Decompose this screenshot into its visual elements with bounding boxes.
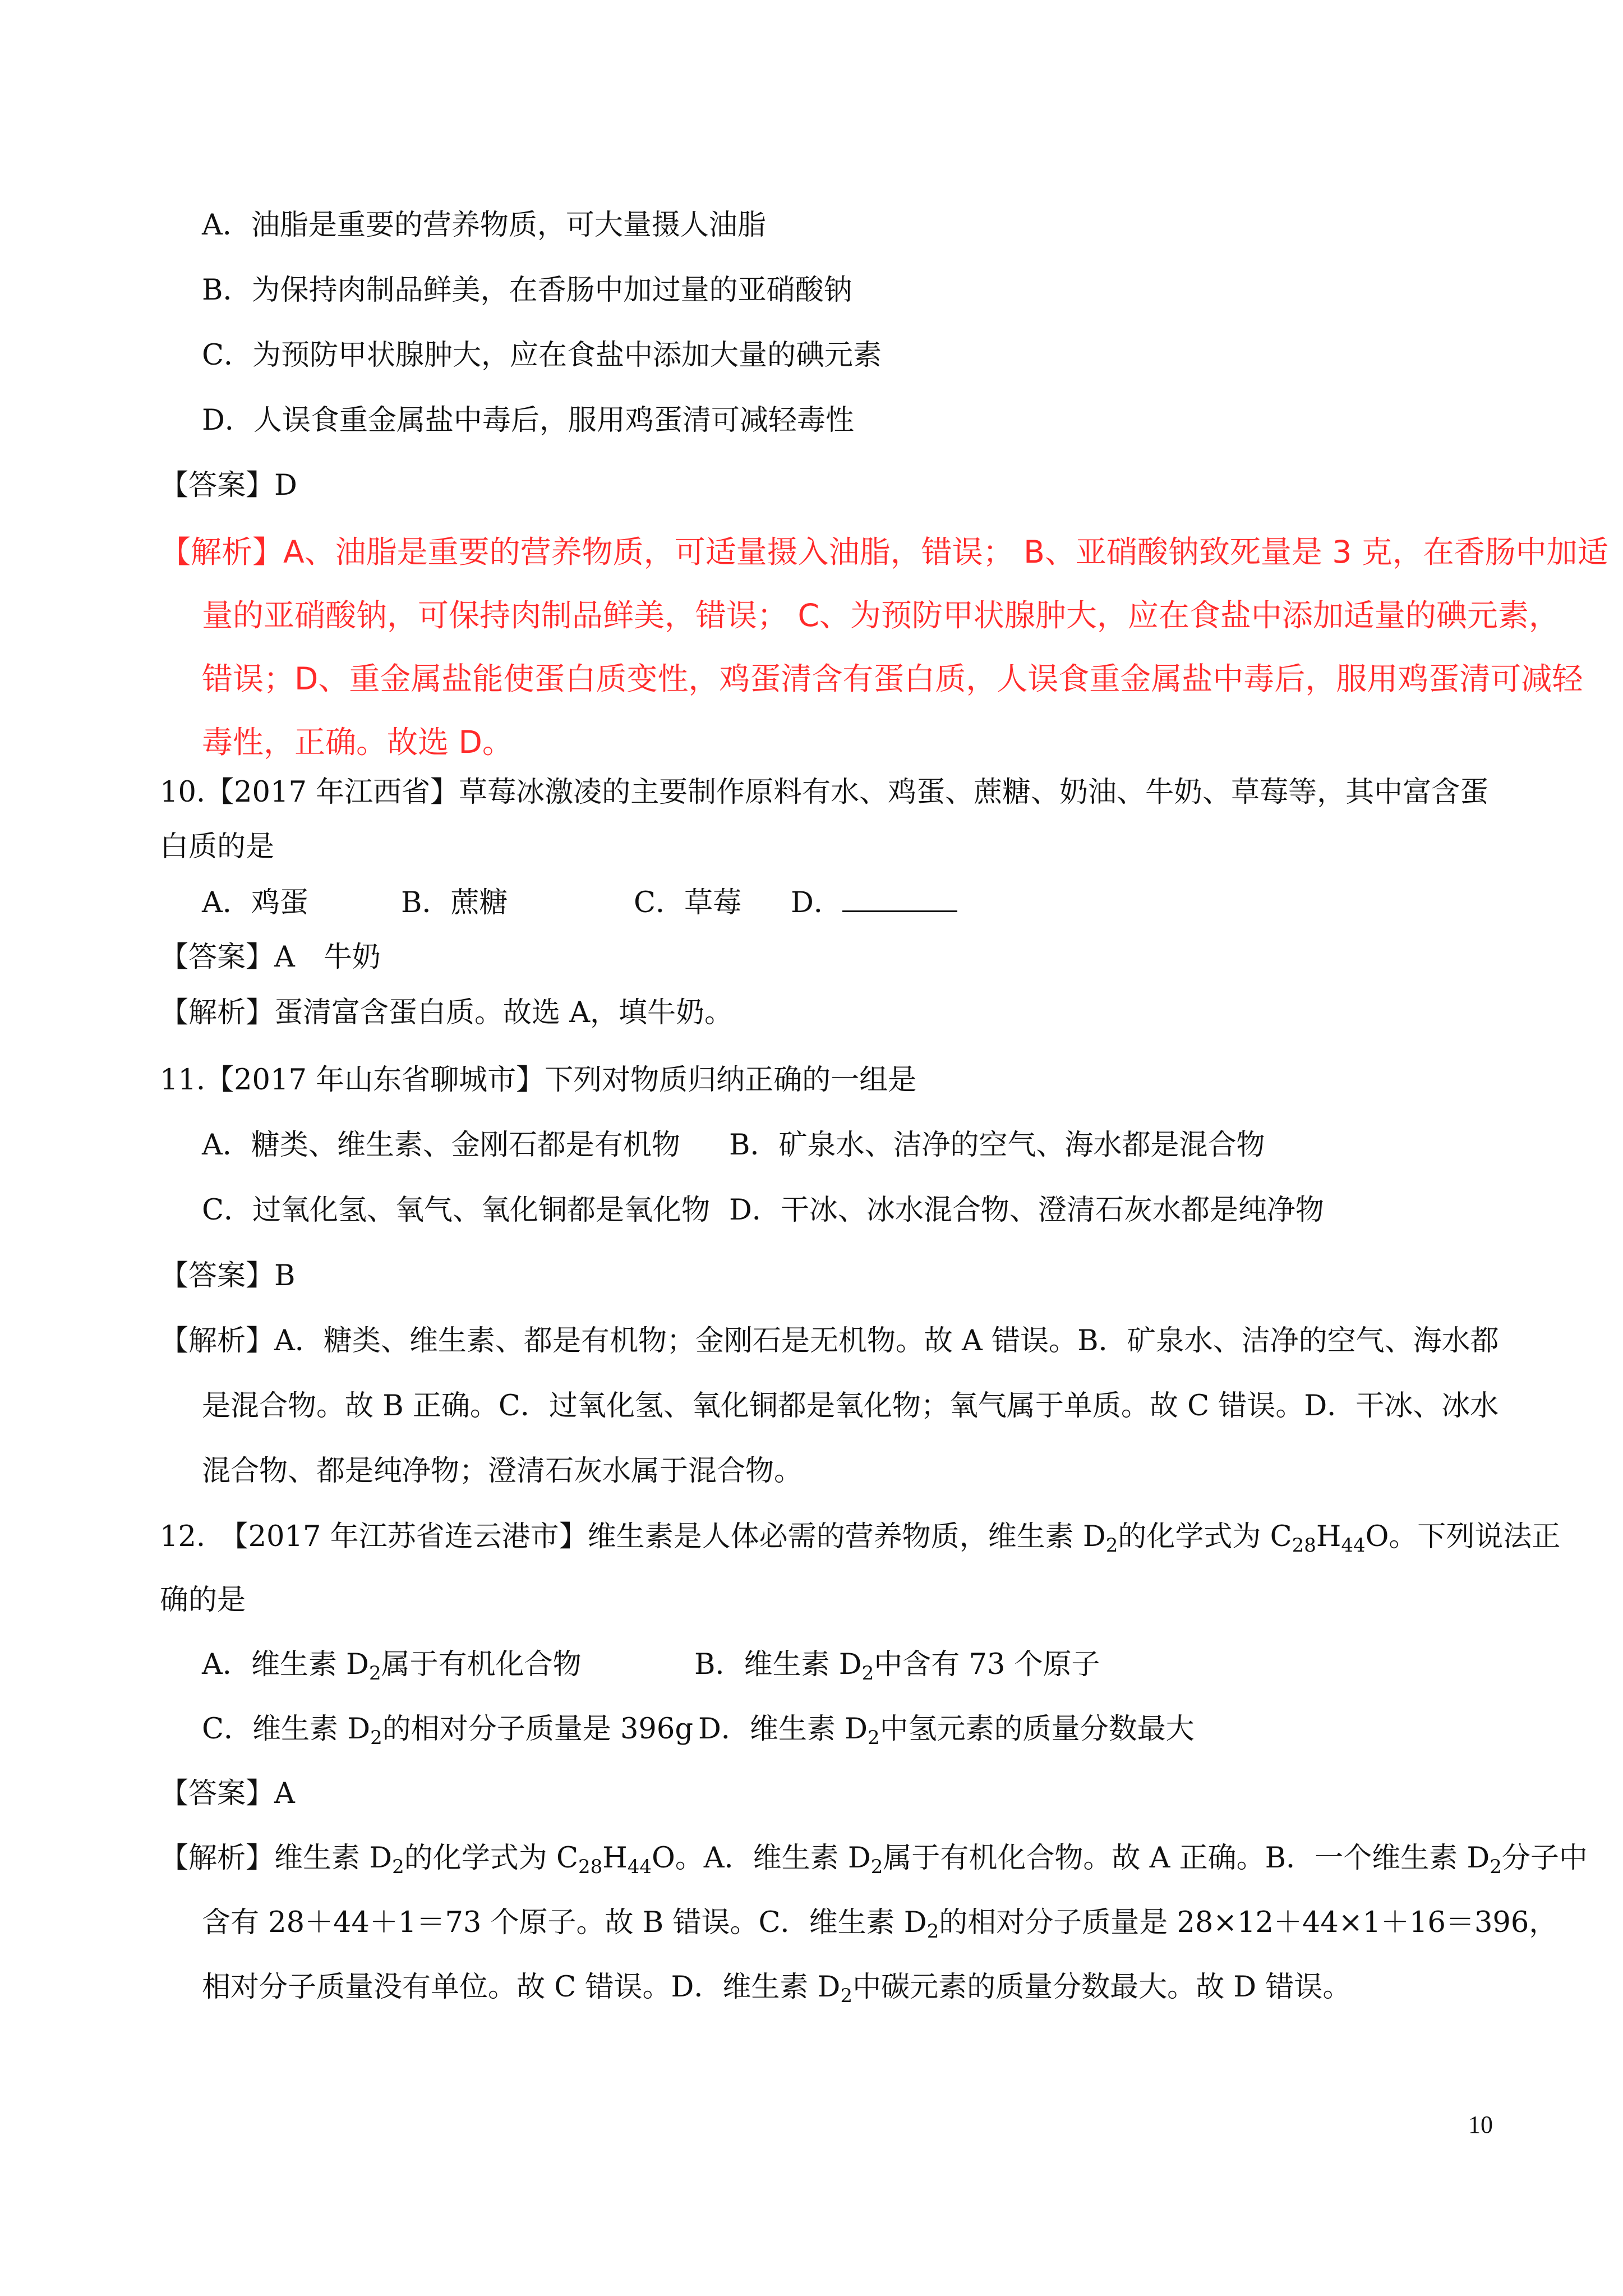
q12-option-c	[202, 1713, 693, 1749]
q9-analysis-line-1: 【解析】A、油脂是重要的营养物质，可适量摄入油脂，错误； B、亚硝酸钠致死量是 3 克，在香肠中加适	[160, 534, 1608, 570]
q9-option-b: B．为保持肉制品鲜美，在香肠中加过量的亚硝酸钠	[202, 274, 852, 307]
q12-stem-line-1	[160, 1520, 1561, 1557]
q10-option-c: C．草莓	[634, 886, 742, 919]
q11-option-b: B．矿泉水、洁净的空气、海水都是混合物	[729, 1129, 1265, 1162]
q9-option-d: D．人误食重金属盐中毒后，服用鸡蛋清可减轻毒性	[202, 404, 854, 437]
subscript: 2	[392, 1856, 404, 1878]
q12-stem-text-a: 12. 【2017 年江苏省连云港市】维生素是人体必需的营养物质，维生素 D	[160, 1520, 1106, 1553]
page-number: 10	[1468, 2111, 1493, 2138]
q9-option-c: C．为预防甲状腺肿大，应在食盐中添加大量的碘元素	[202, 339, 882, 372]
q12-option-d-text: D．维生素 D	[698, 1713, 868, 1746]
subscript: 28	[578, 1856, 603, 1878]
q12-analysis-text: 【解析】维生素 D	[160, 1842, 393, 1875]
q10-analysis: 【解析】蛋清富含蛋白质。故选 A，填牛奶。	[160, 996, 734, 1029]
q10-stem-line-2: 白质的是	[160, 830, 275, 863]
q11-stem: 11.【2017 年山东省聊城市】下列对物质归纳正确的一组是	[160, 1064, 917, 1097]
q10-option-a: A．鸡蛋	[202, 886, 308, 919]
q12-option-b	[694, 1648, 1100, 1685]
subscript: 2	[1490, 1856, 1502, 1878]
q12-option-d	[698, 1713, 1195, 1749]
q12-option-c-text-2: 的相对分子质量是 396g	[382, 1713, 693, 1746]
q9-analysis-line-3: 错误；D、重金属盐能使蛋白质变性，鸡蛋清含有蛋白质，人误食重金属盐中毒后，服用鸡蛋清可减轻	[202, 661, 1583, 697]
q12-analysis-line-2	[202, 1906, 1558, 1943]
subscript: 2	[840, 1985, 853, 2007]
q12-analysis-text: H	[602, 1842, 628, 1875]
q12-option-d-text-2: 中氢元素的质量分数最大	[879, 1713, 1195, 1746]
q12-option-c-text: C．维生素 D	[202, 1713, 371, 1746]
q12-analysis-text: 的相对分子质量是 28×12＋44×1＋16＝396，	[939, 1906, 1558, 1939]
q10-stem-line-1: 10.【2017 年江西省】草莓冰激凌的主要制作原料有水、鸡蛋、蔗糖、奶油、牛奶、草莓等，其中富含蛋	[160, 776, 1489, 809]
q12-analysis-text: 分子中	[1501, 1842, 1588, 1875]
q12-stem-line-2: 确的是	[160, 1584, 246, 1617]
subscript: 44	[627, 1856, 652, 1878]
q9-analysis-line-2: 量的亚硝酸钠，可保持肉制品鲜美，错误； C、为预防甲状腺肿大，应在食盐中添加适量的碘元素，	[202, 597, 1560, 633]
q12-analysis-text: 中碳元素的质量分数最大。故 D 错误。	[852, 1971, 1352, 2004]
subscript: 2	[926, 1920, 939, 1943]
q12-analysis-text: 的化学式为 C	[404, 1842, 578, 1875]
q12-analysis-text: O。A．维生素 D	[652, 1842, 871, 1875]
q12-stem-text-d: O。下列说法正	[1365, 1520, 1561, 1553]
q12-stem-text-b: 的化学式为 C	[1118, 1520, 1292, 1553]
q11-analysis-line-2: 是混合物。故 B 正确。C．过氧化氢、氧化铜都是氧化物；氧气属于单质。故 C 错误。D．干冰、冰水	[202, 1389, 1499, 1423]
subscript: 28	[1292, 1534, 1316, 1557]
subscript: 44	[1341, 1534, 1366, 1557]
q11-analysis-line-1: 【解析】A．糖类、维生素、都是有机物；金刚石是无机物。故 A 错误。B．矿泉水、洁净的空气、海水都	[160, 1324, 1499, 1358]
q12-option-a	[202, 1648, 582, 1685]
subscript: 2	[370, 1727, 382, 1749]
q9-answer: 【答案】D	[160, 469, 297, 502]
q12-option-a-text: A．维生素 D	[202, 1648, 369, 1681]
q10-option-b: B．蔗糖	[401, 886, 508, 919]
q12-analysis-text: 属于有机化合物。故 A 正确。B．一个维生素 D	[883, 1842, 1490, 1875]
subscript: 2	[870, 1856, 883, 1878]
q11-answer: 【答案】B	[160, 1259, 296, 1292]
subscript: 2	[1105, 1534, 1118, 1557]
subscript: 2	[861, 1662, 874, 1685]
q12-analysis-line-3	[202, 1971, 1352, 2007]
q12-analysis-text: 相对分子质量没有单位。故 C 错误。D．维生素 D	[202, 1971, 841, 2004]
q11-option-d: D．干冰、冰水混合物、澄清石灰水都是纯净物	[729, 1194, 1324, 1227]
q10-answer: 【答案】A 牛奶	[160, 941, 381, 974]
q10-option-d	[791, 886, 957, 920]
q12-option-b-text: B．维生素 D	[694, 1648, 862, 1681]
q11-analysis-line-3: 混合物、都是纯净物；澄清石灰水属于混合物。	[202, 1455, 803, 1488]
q12-answer: 【答案】A	[160, 1777, 295, 1810]
q12-analysis-text: 含有 28＋44＋1＝73 个原子。故 B 错误。C．维生素 D	[202, 1906, 927, 1939]
q12-stem-text-c: H	[1316, 1520, 1341, 1553]
subscript: 2	[868, 1727, 880, 1749]
q12-option-b-text-2: 中含有 73 个原子	[874, 1648, 1100, 1681]
q12-analysis-line-1	[160, 1842, 1588, 1878]
q11-option-a: A．糖类、维生素、金刚石都是有机物	[202, 1129, 680, 1162]
q12-option-a-text-2: 属于有机化合物	[381, 1648, 582, 1681]
subscript: 2	[368, 1662, 381, 1685]
q10-answer-blank	[842, 888, 957, 912]
q9-option-a: A．油脂是重要的营养物质，可大量摄人油脂	[202, 209, 766, 242]
q9-analysis-line-4: 毒性，正确。故选 D。	[202, 724, 513, 760]
q10-option-d-label: D．	[791, 886, 842, 919]
q11-option-c: C．过氧化氢、氧气、氧化铜都是氧化物	[202, 1194, 711, 1227]
